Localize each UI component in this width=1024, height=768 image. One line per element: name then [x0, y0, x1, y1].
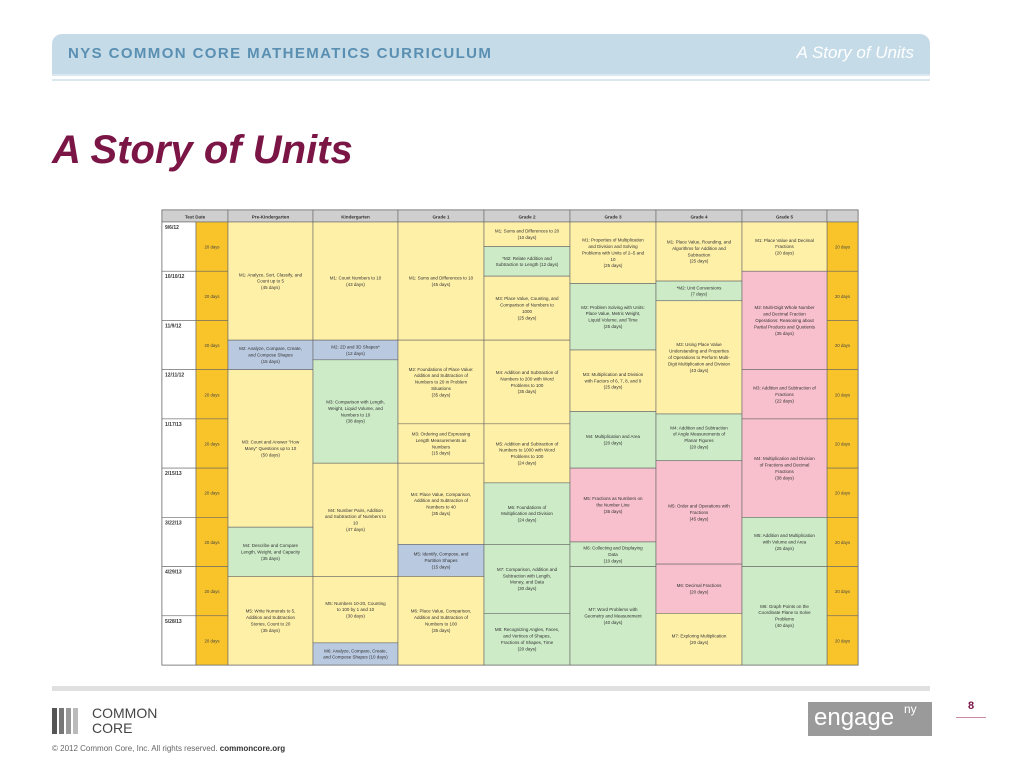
days-label: 20 days — [834, 392, 851, 398]
module-label: M8: Recognizing Angles, Faces, and Vertices of Shapes, Fractions of Shapes, Time (20 days) — [494, 627, 560, 652]
days-label: 20 days — [204, 441, 220, 447]
header-label: Grade 5 — [775, 214, 794, 220]
module-label: M3: Comparison with Length, Weight, Liquid Volume, and Numbers to 10 (38 days) — [326, 399, 385, 424]
header-label: Grade 3 — [604, 214, 622, 220]
module-label: M3: Ordering and Expressing Length Measurements as Numbers (15 days) — [411, 431, 471, 456]
days-label: 20 days — [204, 244, 220, 250]
curriculum-label: NYS COMMON CORE MATHEMATICS CURRICULUM — [68, 45, 493, 62]
copyright-notice — [52, 744, 285, 753]
module-label: M4: Multiplication and Division of Fractions and Decimal Fractions (38 days) — [754, 456, 815, 481]
module-label: M4: Addition and Subtraction of Numbers to 200 with Word Problems to 100 (35 days) — [495, 369, 559, 395]
module-label: M3: Using Place Value Understanding and Properties of Operations to Perform Multi-Digit Multiplication and Division (43 days) — [667, 342, 731, 373]
module-label: M5: Numbers 10-20, Counting to 100 by 1 and 10 (30 days) — [325, 600, 386, 619]
page-number: 8 — [967, 700, 975, 712]
module-label: *M2: Relate Addition and Subtraction to Length (12 days) — [495, 255, 559, 268]
engage-ny-logo — [808, 702, 932, 736]
days-label: 20 days — [204, 589, 220, 595]
header-label: Test Date — [184, 214, 206, 220]
engage-wordmark: engage — [814, 704, 895, 731]
module-label: M1: Sums and Differences to 20 (10 days) — [494, 228, 560, 241]
module-label: M5: Order and Operations with Fractions (45 days) — [668, 503, 730, 522]
common-core-bars-icon — [52, 708, 86, 734]
days-label: 20 days — [834, 490, 851, 496]
test-date-label: 1/17/13 — [165, 421, 182, 428]
module-label: M2: Foundations of Place Value: Addition and Subtraction of Numbers to 20 in Problem Situations (35 days) — [408, 366, 474, 398]
header-label: Grade 2 — [518, 214, 536, 220]
footer-divider — [52, 686, 930, 691]
copyright-text: © 2012 Common Core, Inc. All rights reserved. — [52, 744, 218, 753]
days-label: 20 days — [204, 293, 220, 299]
test-date-label: 2/15/13 — [165, 471, 182, 478]
module-label: M5: Write Numerals to 5, Addition and Subtraction Stories, Count to 20 (35 days) — [245, 608, 296, 633]
module-label: M4: Multiplication and Area (20 days) — [585, 434, 641, 446]
days-label: 20 days — [834, 441, 851, 447]
header-label: Grade 1 — [432, 214, 450, 220]
copyright-link[interactable]: commoncore.org — [219, 744, 286, 753]
module-label: M1: Properties of Multiplication and Division and Solving Problems with Units of 2–5 and 10 (25 days) — [581, 237, 645, 269]
days-label: 20 days — [834, 589, 851, 595]
module-label: M3: Place Value, Counting, and Comparison of Numbers to 1000 (25 days) — [495, 296, 559, 321]
page-number-underline — [956, 717, 986, 718]
module-label: M7: Exploring Multiplication (20 days) — [671, 633, 727, 645]
header-cell — [827, 210, 858, 222]
module-label: M3: Count and Answer "How Many" Questions up to 10 (50 days) — [241, 439, 300, 458]
module-label: M1: Place Value, Rounding, and Algorithms for Addition and Subtraction (25 days) — [666, 239, 732, 264]
days-label: 20 days — [834, 343, 851, 349]
series-label: A Story of Units — [796, 43, 914, 62]
days-label: 20 days — [834, 539, 851, 545]
module-label: M1: Analyze, Sort, Classify, and Count up to 5 (45 days) — [238, 272, 303, 291]
test-date-label: 3/22/13 — [165, 520, 182, 527]
days-label: 20 days — [204, 638, 220, 644]
module-label: M4: Describe and Compare Length, Weight, and Capacity (35 days) — [241, 542, 300, 561]
logo-line-2: CORE — [92, 720, 133, 736]
module-label: M3: Addition and Subtraction of Fractions (22 days) — [753, 385, 816, 404]
module-label: M1: Sums and Differences to 10 (45 days) — [408, 275, 474, 287]
days-label: 20 days — [834, 244, 851, 250]
days-label: 20 days — [204, 539, 220, 545]
engage-superscript: ny — [904, 702, 917, 716]
days-label: 20 days — [834, 638, 851, 644]
days-label: 20 days — [204, 490, 220, 496]
test-date-label: 11/9/12 — [165, 323, 182, 330]
module-label: M1: Place Value and Decimal Fractions (20 days) — [755, 237, 814, 256]
test-date-label: 12/11/12 — [165, 372, 185, 379]
module-label: M2: Multi-Digit Whole Number and Decimal Fraction Operations: Reasoning about Partial Products and Quotients (35 days) — [753, 305, 816, 336]
module-label: M5: Addition and Subtraction of Numbers to 1000 with Word Problems to 100 (24 days) — [495, 441, 559, 466]
module-label: M6: Collecting and Displaying Data (10 days) — [583, 545, 643, 564]
header-label: Pre-Kindergarten — [251, 214, 290, 220]
days-label: 20 days — [204, 343, 220, 349]
module-label: M5: Addition and Multiplication with Volume and Area (25 days) — [754, 533, 815, 551]
module-label: M5: Fractions as Numbers on the Number Line (35 days) — [583, 496, 643, 515]
module-label: M4: Number Pairs, Addition and Subtraction of Numbers to 10 (47 days) — [324, 507, 387, 532]
test-date-label: 10/10/12 — [165, 274, 185, 281]
module-label: M6: Foundations of Multiplication and Division (24 days) — [501, 504, 553, 523]
module-label: M2: Problem Solving with Units: Place Value, Metric Weight, Liquid Volume, and Time (25 days) — [581, 304, 645, 329]
module-label: M7: Word Problems with Geometry and Measurement (40 days) — [584, 606, 642, 625]
module-label: M4: Addition and Subtraction of Angle Measurements of Planar Figures (20 days) — [670, 425, 728, 450]
common-core-wordmark — [92, 706, 157, 736]
header-label: Kindergarten — [341, 214, 370, 220]
test-date-label: 5/28/13 — [165, 618, 182, 625]
module-label: M2: 2D and 3D Shapes* (12 days) — [331, 344, 380, 356]
days-label: 20 days — [834, 293, 851, 299]
days-label: 20 days — [204, 392, 220, 398]
module-label: M6: Graph Points on the Coordinate Plane to Solve Problems (40 days) — [758, 603, 811, 628]
test-date-label: 9/6/12 — [165, 225, 179, 231]
header-label: Grade 4 — [690, 214, 708, 220]
module-label: M7: Comparison, Addition and Subtraction with Length, Money, and Data (30 days) — [496, 566, 558, 592]
common-core-logo — [52, 706, 192, 736]
module-label: M6: Decimal Fractions (20 days) — [676, 583, 722, 595]
logo-line-1: COMMON — [92, 705, 158, 721]
module-label: M6: Place Value, Comparison, Addition and Subtraction of Numbers to 100 (35 days) — [410, 608, 472, 633]
page-title: A Story of Units — [52, 128, 353, 172]
module-label: M4: Place Value, Comparison, Addition and Subtraction of Numbers to 40 (35 days) — [410, 491, 472, 516]
module-label: M3: Multiplication and Division with Factors of 6, 7, 8, and 9 (25 days) — [582, 371, 644, 390]
module-label: M2: Analyze, Compare, Create, and Compose Shapes (15 days) — [239, 346, 302, 364]
module-label: *M2: Unit Conversions (7 days) — [676, 285, 722, 297]
module-label: M5: Identify, Compose, and Partition Shapes (15 days) — [413, 551, 469, 570]
module-label: M1: Count Numbers to 10 (43 days) — [329, 275, 382, 287]
test-date-label: 4/29/13 — [165, 569, 182, 576]
module-label: M6: Analyze, Compare, Create, and Compose Shapes (10 days) — [323, 648, 388, 660]
